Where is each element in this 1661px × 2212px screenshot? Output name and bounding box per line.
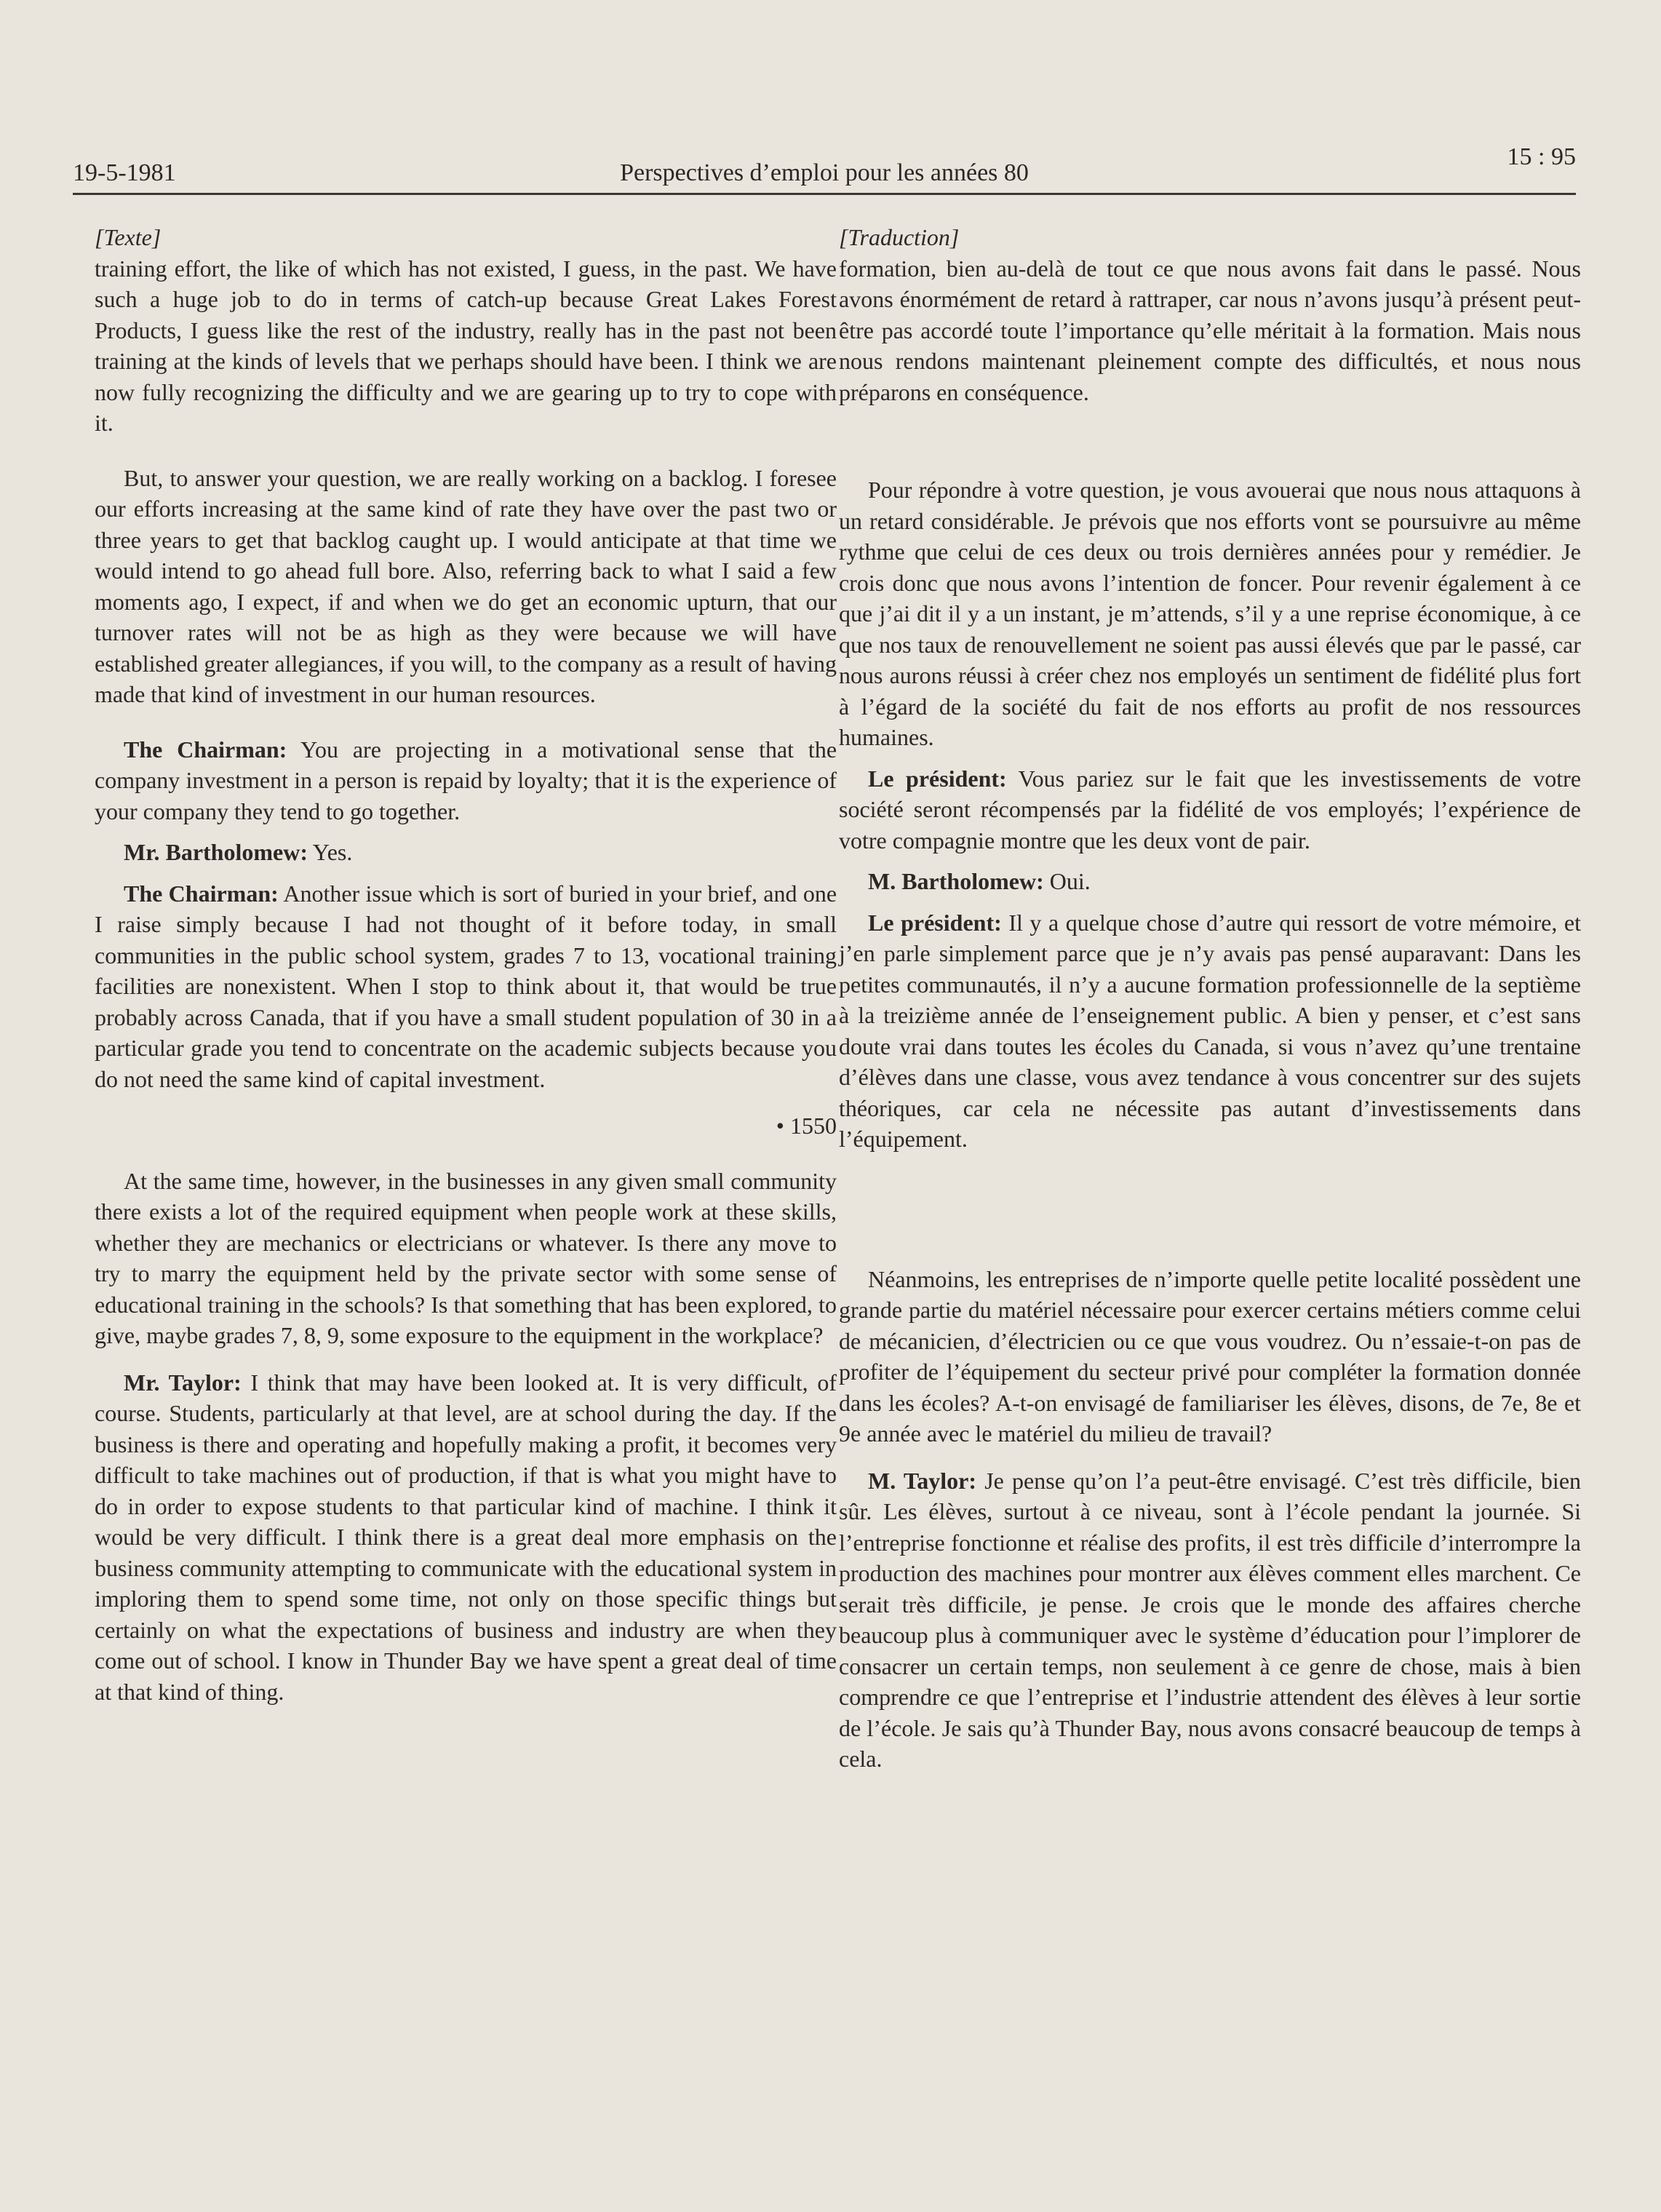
speaker-name: The Chairman: (124, 880, 279, 907)
header-rule (73, 193, 1576, 195)
paragraph: training effort, the like of which has not existed, I guess, in the past. We have such a huge job to do in terms of catch-up because Great Lakes Forest Products, I guess like the rest of the industry, really has in the past not been training at the kinds of levels that we perhaps should have been. I think we are now fully recognizing the difficulty and we are gearing up to try to cope with it. (95, 255, 837, 436)
paragraph: But, to answer your question, we are really working on a backlog. I foresee our efforts increasing at the same kind of rate they have over the past two or three years to get that backlog caught up. I would anticipate at that time we would intend to go ahead full bore. Also, referring back to what I said a few moments ago, I expect, if and when we do get an economic upturn, that our turnover rates will not be as high as they were because we will have established greater allegiances, if you will, to the company as a result of having made that kind of investment in our human resources. (95, 464, 837, 707)
speaker-paragraph (95, 734, 837, 827)
speaker-name: Mr. Bartholomew: (124, 839, 308, 865)
right-column-french (839, 222, 1581, 1775)
speaker-text: You are projecting in a motivational sense that the company investment in a person is repaid by loyalty; that it is the experience of your company they tend to go together. (95, 736, 837, 824)
speaker-text: Je pense qu’on l’a peut-être envisagé. C’est très difficile, bien sûr. Les élèves, surtout à ce niveau, sont à l’école pendant la journée. Si l’entreprise fonctionne et réalise des profits, il est très difficile d’interrompre la production des machines pour montrer aux élèves comment elles marchent. Ce serait très difficile, je pense. Je crois que le monde des affaires cherche beaucoup plus à communiquer avec le système d’éducation pour l’implorer de consacrer un certain temps, non seulement à ce genre de chose, mais à bien comprendre ce que l’entreprise et l’industrie attendent des élèves à leur sortie de l’école. Je sais qu’à Thunder Bay, nous avons consacré beaucoup de temps à cela. (839, 1467, 1582, 1772)
speaker-paragraph (95, 1367, 837, 1708)
time-marker: • 1550 (776, 1113, 837, 1139)
page-header (73, 142, 1576, 193)
speaker-paragraph (839, 866, 1581, 897)
speaker-name: Le président: (868, 765, 1007, 792)
speaker-paragraph (95, 878, 837, 1095)
header-page-number: 15 : 95 (1507, 143, 1576, 170)
speaker-name: Mr. Taylor: (124, 1369, 242, 1396)
paragraph: At the same time, however, in the businesses in any given small community there exists a lot of the required equipment when people work at these skills, whether they are mechanics or electricians or whatever. Is there any move to try to marry the equipment held by the private sector with some sense of educational training in the schools? Is that something that has been explored, to give, maybe grades 7, 8, 9, some exposure to the equipment in the workplace? (95, 1167, 837, 1348)
speaker-paragraph (839, 1465, 1581, 1775)
paragraph: Pour répondre à votre question, je vous avouerai que nous nous attaquons à un retard considérable. Je prévois que nos efforts vont se poursuivre au même rythme que celui de ces deux ou trois dernières années pour y remédier. Je crois donc que nous avons l’intention de foncer. Pour revenir également à ce que j’ai dit il y a un instant, je m’attends, s’il y a une reprise économique, à ce que nos taux de renouvellement ne soient pas aussi élevés que par le passé, car nous aurons réussi à créer chez nos employés un sentiment de fidélité plus fort à l’égard de la société du fait de nos efforts au profit de nos ressources humaines. (839, 477, 1581, 750)
speaker-text: Another issue which is sort of buried in your brief, and one I raise simply because I had not thought of it before today, in small communities in the public school system, grades 7 to 13, vocational training facilities are nonexistent. When I stop to think about it, that would be true probably across Canada, that if you have a small student population of 30 in a particular grade you tend to concentrate on the academic subjects because you do not need the same kind of capital investment. (95, 880, 837, 1092)
speaker-text: Yes. (312, 839, 353, 865)
speaker-text: Oui. (1049, 868, 1091, 894)
speaker-name: M. Taylor: (868, 1467, 976, 1494)
header-date: 19-5-1981 (73, 159, 176, 186)
speaker-paragraph (95, 837, 837, 868)
speaker-paragraph (839, 907, 1581, 1155)
section-label-traduction: [Traduction] (839, 224, 960, 250)
speaker-text: I think that may have been looked at. It is very difficult, of course. Students, particularly at that level, are at school during the day. If the business is there and operating and hopefully making a profit, it becomes very difficult to take machines out of production, if that is what you might have to do in order to expose students to that particular kind of machine. I think it would be very difficult. I think there is a great deal more emphasis on the business community attempting to communicate with the educational system in imploring them to spend some time, not only on those specific things but certainly on what the expectations of business and industry are when they come out of school. I know in Thunder Bay we have spent a great deal of time at that kind of thing. (95, 1369, 837, 1705)
speaker-paragraph (839, 763, 1581, 856)
paragraph: formation, bien au-delà de tout ce que nous avons fait dans le passé. Nous avons énormément de retard à rattraper, car nous n’avons jusqu’à présent peut-être pas accordé toute l’importance qu’elle méritait à la formation. Mais nous nous rendons maintenant pleinement compte des difficultés, et nous nous préparons en conséquence. (839, 255, 1581, 405)
left-column-english (95, 222, 837, 1707)
paragraph: Néanmoins, les entreprises de n’importe quelle petite localité possèdent une grande partie du matériel nécessaire pour exercer certains métiers comme celui de mécanicien, d’électricien ou ce que vous voudrez. Ou n’essaie-t-on pas de profiter de l’équipement du secteur privé pour compléter la formation donnée dans les écoles? A-t-on envisagé de familiariser les élèves, disons, de 7e, 8e et 9e année avec le matériel du milieu de travail? (839, 1265, 1581, 1447)
speaker-name: Le président: (868, 909, 1002, 936)
speaker-text: Vous pariez sur le fait que les investissements de votre société seront récompensés par la fidélité de vos employés; l’expérience de votre compagnie montre que les deux vont de pair. (839, 765, 1582, 854)
header-title: Perspectives d’emploi pour les années 80 (620, 159, 1029, 186)
speaker-name: M. Bartholomew: (868, 868, 1044, 894)
speaker-text: Il y a quelque chose d’autre qui ressort de votre mémoire, et j’en parle simplement parce que je n’y avais pas pensé auparavant: Dans les petites communautés, il n’y a aucune formation professionnelle de la septième à la treizième année de l’enseignement public. A bien y penser, et c’est sans doute vrai dans toutes les écoles du Canada, si vous n’avez qu’une trentaine d’élèves dans une classe, vous avez tendance à vous concentrer sur des sujets théoriques, car cela ne nécessite pas autant d’investissements dans l’équipement. (839, 909, 1582, 1152)
speaker-name: The Chairman: (124, 736, 287, 763)
section-label-texte: [Texte] (95, 224, 162, 250)
